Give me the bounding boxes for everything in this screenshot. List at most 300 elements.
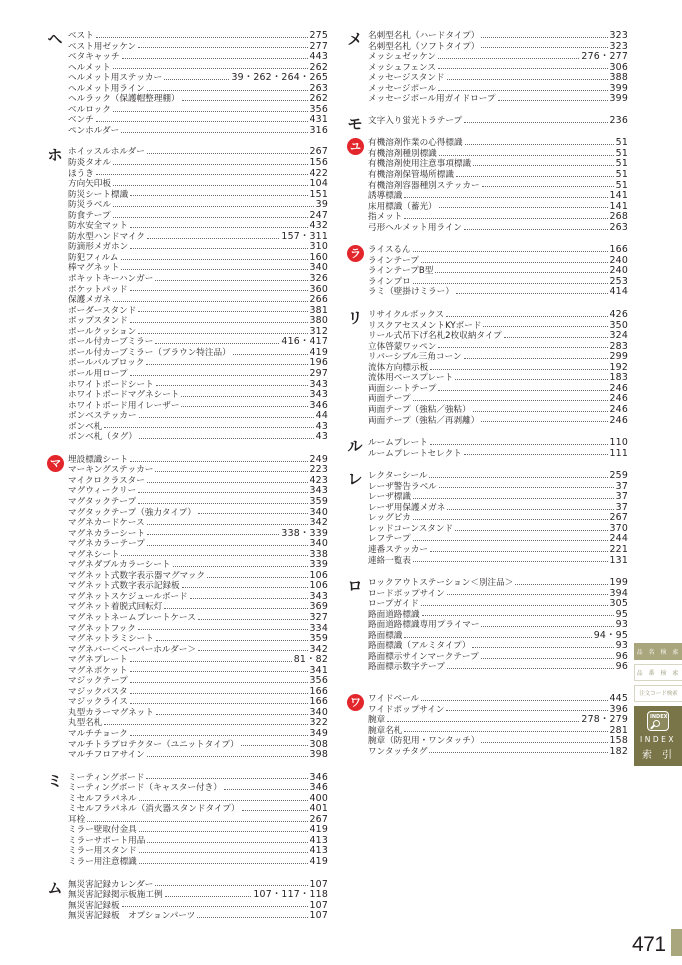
index-entry[interactable] [68, 687, 328, 698]
entry-page-ref[interactable]: 356 [309, 103, 328, 115]
index-entry[interactable] [68, 73, 328, 84]
index-entry[interactable] [68, 190, 328, 201]
index-entry[interactable] [68, 550, 328, 561]
tab-product-name-search[interactable]: 品 名 検 索 [634, 643, 682, 660]
index-entry[interactable] [368, 599, 628, 610]
entry-page-ref[interactable]: 399 [609, 93, 628, 105]
entry-page-ref[interactable]: 342 [309, 643, 328, 655]
entry-page-ref[interactable]: 263 [309, 82, 328, 94]
index-entry[interactable] [368, 438, 628, 449]
entry-page-ref[interactable]: 266 [309, 294, 328, 306]
dot-leader [435, 272, 607, 273]
entry-page-ref[interactable]: 277 [309, 40, 328, 52]
index-entry[interactable] [68, 571, 328, 582]
index-entry[interactable] [68, 232, 328, 243]
entry-page-ref[interactable]: 141 [609, 200, 628, 212]
entry-page-ref[interactable]: 339 [309, 559, 328, 571]
index-entry[interactable] [68, 676, 328, 687]
index-entry[interactable] [68, 508, 328, 519]
index-entry[interactable] [68, 295, 328, 306]
index-entry[interactable] [68, 306, 328, 317]
entry-page-ref[interactable]: 400 [309, 792, 328, 804]
entry-page-ref[interactable]: 51 [615, 137, 628, 149]
dot-leader [147, 756, 308, 757]
entry-page-ref[interactable]: 106 [309, 580, 328, 592]
entry-page-ref[interactable]: 93 [615, 619, 628, 631]
entry-page-ref[interactable]: 110 [609, 437, 628, 449]
index-entry[interactable] [68, 242, 328, 253]
entry-page-ref[interactable]: 244 [609, 533, 628, 545]
entry-page-ref[interactable]: 51 [615, 169, 628, 181]
entry-page-ref[interactable]: 95 [615, 608, 628, 620]
index-entry[interactable] [368, 138, 628, 149]
index-entry[interactable] [68, 455, 328, 466]
index-entry[interactable] [68, 794, 328, 805]
entry-page-ref[interactable]: 416・417 [281, 336, 328, 348]
index-entry[interactable] [368, 310, 628, 321]
index-entry[interactable] [68, 655, 328, 666]
entry-page-ref[interactable]: 401 [309, 803, 328, 815]
index-entry[interactable] [68, 316, 328, 327]
dot-leader [429, 752, 607, 753]
entry-page-ref[interactable]: 268 [609, 211, 628, 223]
index-entry[interactable] [68, 422, 328, 433]
index-entry[interactable] [68, 666, 328, 677]
index-entry[interactable] [368, 578, 628, 589]
index-entry[interactable] [68, 697, 328, 708]
index-entry[interactable] [68, 846, 328, 857]
index-entry[interactable] [68, 815, 328, 826]
index-entry[interactable] [368, 373, 628, 384]
index-entry[interactable] [68, 581, 328, 592]
index-entry[interactable] [68, 105, 328, 116]
index-entry[interactable] [368, 116, 628, 127]
entry-page-ref[interactable]: 107 [309, 878, 328, 890]
index-entry[interactable] [68, 901, 328, 912]
index-entry[interactable] [368, 503, 628, 514]
entry-page-ref[interactable]: 43 [315, 431, 328, 443]
entry-page-ref[interactable]: 156 [309, 157, 328, 169]
entry-page-ref[interactable]: 399 [609, 82, 628, 94]
index-entry[interactable] [368, 545, 628, 556]
entry-page-ref[interactable]: 246 [609, 382, 628, 394]
index-entry[interactable] [68, 486, 328, 497]
entry-page-ref[interactable]: 316 [309, 124, 328, 136]
index-entry[interactable] [368, 256, 628, 267]
index-entry[interactable] [68, 804, 328, 815]
index-entry[interactable] [368, 492, 628, 503]
entry-page-ref[interactable]: 96 [615, 661, 628, 673]
index-entry[interactable] [68, 411, 328, 422]
entry-page-ref[interactable]: 340 [309, 706, 328, 718]
entry-page-ref[interactable]: 396 [609, 703, 628, 715]
entry-page-ref[interactable]: 322 [309, 717, 328, 729]
entry-page-ref[interactable]: 93 [615, 640, 628, 652]
index-entry[interactable] [68, 783, 328, 794]
index-entry[interactable] [368, 363, 628, 374]
index-entry[interactable] [368, 620, 628, 631]
entry-page-ref[interactable]: 240 [609, 265, 628, 277]
entry-page-ref[interactable]: 334 [309, 622, 328, 634]
entry-page-ref[interactable]: 338・339 [281, 527, 328, 539]
entry-page-ref[interactable]: 267 [609, 512, 628, 524]
index-entry[interactable] [368, 534, 628, 545]
index-entry[interactable] [368, 589, 628, 600]
entry-page-ref[interactable]: 349 [309, 728, 328, 739]
entry-page-ref[interactable]: 422 [309, 167, 328, 179]
entry-page-ref[interactable]: 340 [309, 506, 328, 518]
entry-page-ref[interactable]: 305 [609, 598, 628, 610]
index-entry[interactable] [368, 331, 628, 342]
index-entry[interactable] [368, 63, 628, 74]
entry-name: 路面標識 [368, 630, 403, 641]
index-entry[interactable] [68, 31, 328, 42]
entry-page-ref[interactable]: 413 [309, 845, 328, 857]
entry-page-ref[interactable]: 323 [609, 40, 628, 52]
section-kana-heading: モ [347, 114, 363, 133]
entry-page-ref[interactable]: 275 [309, 30, 328, 41]
index-entry[interactable] [368, 384, 628, 395]
index-entry[interactable] [68, 645, 328, 656]
index-entry[interactable] [68, 624, 328, 635]
entry-page-ref[interactable]: 341 [309, 664, 328, 676]
index-entry[interactable] [368, 694, 628, 705]
index-entry[interactable] [68, 147, 328, 158]
entry-page-ref[interactable]: 158 [609, 735, 628, 747]
index-entry[interactable] [68, 348, 328, 359]
index-entry[interactable] [68, 52, 328, 63]
index-entry[interactable] [368, 191, 628, 202]
entry-page-ref[interactable]: 196 [309, 357, 328, 369]
entry-page-ref[interactable]: 359 [309, 495, 328, 507]
entry-page-ref[interactable]: 394 [609, 587, 628, 599]
entry-page-ref[interactable]: 104 [309, 178, 328, 190]
index-entry[interactable] [68, 94, 328, 105]
index-entry[interactable] [368, 212, 628, 223]
entry-name: 保護メガネ [68, 295, 111, 306]
entry-page-ref[interactable]: 310 [309, 241, 328, 253]
index-entry[interactable] [68, 200, 328, 211]
index-entry[interactable] [68, 253, 328, 264]
entry-page-ref[interactable]: 419 [309, 346, 328, 358]
index-entry[interactable] [68, 263, 328, 274]
entry-page-ref[interactable]: 96 [615, 650, 628, 662]
index-entry[interactable] [68, 42, 328, 53]
index-entry[interactable] [368, 416, 628, 427]
index-entry[interactable] [68, 634, 328, 645]
entry-page-ref[interactable]: 343 [309, 590, 328, 602]
index-entry[interactable] [368, 405, 628, 416]
index-entry[interactable] [68, 179, 328, 190]
index-entry[interactable] [68, 836, 328, 847]
entry-page-ref[interactable]: 398 [309, 749, 328, 761]
index-entry[interactable] [68, 211, 328, 222]
index-entry[interactable] [368, 266, 628, 277]
entry-page-ref[interactable]: 44 [315, 410, 328, 422]
entry-page-ref[interactable]: 346 [309, 771, 328, 783]
entry-page-ref[interactable]: 94・95 [593, 629, 628, 641]
dot-leader [207, 577, 307, 578]
tab-index[interactable] [634, 706, 682, 766]
entry-page-ref[interactable]: 166 [309, 696, 328, 708]
index-entry[interactable] [68, 718, 328, 729]
index-entry[interactable] [68, 380, 328, 391]
entry-page-ref[interactable]: 253 [609, 275, 628, 287]
entry-page-ref[interactable]: 308 [309, 738, 328, 750]
entry-page-ref[interactable]: 380 [309, 315, 328, 327]
entry-page-ref[interactable]: 413 [309, 834, 328, 846]
index-entry[interactable] [68, 358, 328, 369]
index-entry[interactable] [368, 84, 628, 95]
index-entry[interactable] [368, 277, 628, 288]
entry-page-ref[interactable]: 338 [309, 548, 328, 560]
entry-page-ref[interactable]: 192 [609, 361, 628, 373]
entry-page-ref[interactable]: 249 [309, 453, 328, 465]
entry-page-ref[interactable]: 160 [309, 251, 328, 263]
index-entry[interactable] [68, 825, 328, 836]
entry-page-ref[interactable]: 81・82 [293, 654, 328, 666]
index-entry[interactable] [368, 245, 628, 256]
index-entry[interactable] [68, 115, 328, 126]
entry-page-ref[interactable]: 247 [309, 209, 328, 221]
index-entry[interactable] [368, 73, 628, 84]
entry-page-ref[interactable]: 51 [615, 179, 628, 191]
entry-page-ref[interactable]: 267 [309, 813, 328, 825]
entry-page-ref[interactable]: 278・279 [581, 714, 628, 726]
entry-page-ref[interactable]: 359 [309, 633, 328, 645]
dot-leader [387, 721, 579, 722]
index-entry[interactable] [368, 726, 628, 737]
index-entry[interactable] [68, 911, 328, 922]
entry-page-ref[interactable]: 111 [609, 447, 628, 459]
index-entry[interactable] [68, 729, 328, 740]
index-section [46, 880, 328, 922]
index-entry[interactable] [368, 31, 628, 42]
entry-page-ref[interactable]: 306 [609, 61, 628, 73]
entry-name: マイクロクラスター [68, 475, 145, 486]
entry-page-ref[interactable]: 37 [615, 480, 628, 492]
entry-name: リバーシブル三角コーン [368, 352, 462, 363]
entry-page-ref[interactable]: 223 [309, 464, 328, 476]
entry-page-ref[interactable]: 51 [615, 147, 628, 159]
entry-page-ref[interactable]: 39・262・264・265 [231, 72, 328, 84]
index-entry[interactable] [368, 513, 628, 524]
index-entry[interactable] [368, 52, 628, 63]
entry-page-ref[interactable]: 343 [309, 485, 328, 497]
entry-name: 防水安全マット [68, 221, 128, 232]
entry-page-ref[interactable]: 343 [309, 389, 328, 401]
index-entry[interactable] [368, 321, 628, 332]
entry-page-ref[interactable]: 141 [609, 190, 628, 202]
entry-name: メッセージポール [368, 83, 437, 94]
entry-page-ref[interactable]: 419 [309, 856, 328, 868]
entry-page-ref[interactable]: 107 [309, 899, 328, 911]
entry-page-ref[interactable]: 263 [609, 221, 628, 233]
index-entry[interactable] [368, 471, 628, 482]
index-entry[interactable] [68, 390, 328, 401]
index-entry[interactable] [368, 747, 628, 758]
entry-page-ref[interactable]: 157・311 [281, 230, 328, 242]
index-entry[interactable] [68, 369, 328, 380]
index-section [346, 438, 628, 459]
index-entry[interactable] [368, 394, 628, 405]
index-entry[interactable] [68, 560, 328, 571]
index-entry[interactable] [68, 337, 328, 348]
entry-page-ref[interactable]: 326 [309, 273, 328, 285]
entry-page-ref[interactable]: 183 [609, 372, 628, 384]
entry-page-ref[interactable]: 246 [609, 403, 628, 415]
entry-page-ref[interactable]: 246 [609, 393, 628, 405]
entry-page-ref[interactable]: 299 [609, 351, 628, 363]
entry-page-ref[interactable]: 106 [309, 569, 328, 581]
index-entry[interactable] [368, 159, 628, 170]
entry-page-ref[interactable]: 369 [309, 601, 328, 613]
entry-page-ref[interactable]: 39 [315, 199, 328, 211]
entry-page-ref[interactable]: 360 [309, 283, 328, 295]
index-entry[interactable] [68, 539, 328, 550]
entry-name: マーキングステッカー [68, 465, 154, 476]
entry-page-ref[interactable]: 426 [609, 309, 628, 321]
index-entry[interactable] [68, 740, 328, 751]
entry-page-ref[interactable]: 107・117・118 [253, 889, 328, 901]
entry-name: 腕章名札 [368, 725, 403, 736]
entry-page-ref[interactable]: 267 [309, 146, 328, 158]
index-entry[interactable] [368, 223, 628, 234]
index-entry[interactable] [68, 432, 328, 443]
index-entry[interactable] [368, 736, 628, 747]
index-entry[interactable] [68, 169, 328, 180]
entry-page-ref[interactable]: 259 [609, 470, 628, 482]
index-entry[interactable] [68, 285, 328, 296]
index-entry[interactable] [368, 662, 628, 673]
entry-page-ref[interactable]: 37 [615, 491, 628, 503]
entry-page-ref[interactable]: 107 [309, 910, 328, 922]
entry-page-ref[interactable]: 151 [309, 188, 328, 200]
index-entry[interactable] [368, 449, 628, 460]
index-entry[interactable] [368, 149, 628, 160]
index-entry[interactable] [68, 890, 328, 901]
entry-page-ref[interactable]: 240 [609, 254, 628, 266]
index-entry[interactable] [368, 202, 628, 213]
index-entry[interactable] [368, 287, 628, 298]
index-entry[interactable] [68, 602, 328, 613]
entry-name: 両面シートテープ [368, 383, 437, 394]
index-entry[interactable] [368, 556, 628, 567]
entry-page-ref[interactable]: 246 [609, 414, 628, 426]
entry-page-ref[interactable]: 342 [309, 517, 328, 529]
entry-page-ref[interactable]: 297 [309, 367, 328, 379]
entry-name: マグタックテープ [68, 496, 137, 507]
entry-page-ref[interactable]: 414 [609, 286, 628, 298]
page-number: 471 [632, 933, 666, 956]
entry-page-ref[interactable]: 381 [309, 304, 328, 316]
index-entry[interactable] [68, 84, 328, 95]
index-entry[interactable] [368, 342, 628, 353]
dot-leader [438, 390, 607, 391]
entry-page-ref[interactable]: 327 [309, 611, 328, 623]
entry-page-ref[interactable]: 340 [309, 538, 328, 550]
entry-page-ref[interactable]: 324 [609, 330, 628, 342]
entry-page-ref[interactable]: 443 [309, 51, 328, 63]
index-entry[interactable] [68, 773, 328, 784]
index-entry[interactable] [68, 126, 328, 137]
index-entry[interactable] [68, 592, 328, 603]
index-entry[interactable] [68, 857, 328, 868]
index-entry[interactable] [368, 610, 628, 621]
tab-order-code-search[interactable]: 注文コード検索 [634, 685, 682, 702]
index-entry[interactable] [68, 274, 328, 285]
entry-page-ref[interactable]: 43 [315, 420, 328, 432]
entry-page-ref[interactable]: 221 [609, 543, 628, 555]
entry-page-ref[interactable]: 182 [609, 745, 628, 757]
dot-leader [165, 896, 252, 897]
entry-page-ref[interactable]: 323 [609, 30, 628, 41]
index-section [346, 471, 628, 566]
index-entry[interactable] [68, 401, 328, 412]
entry-page-ref[interactable]: 37 [615, 501, 628, 513]
entry-page-ref[interactable]: 281 [609, 724, 628, 736]
index-entry[interactable] [68, 497, 328, 508]
entry-page-ref[interactable]: 283 [609, 340, 628, 352]
index-icon-label: INDEX [650, 714, 668, 720]
entry-page-ref[interactable]: 431 [309, 114, 328, 126]
index-entry[interactable] [68, 750, 328, 761]
entry-page-ref[interactable]: 419 [309, 824, 328, 836]
entry-page-ref[interactable]: 388 [609, 72, 628, 84]
index-entry[interactable] [368, 652, 628, 663]
entry-page-ref[interactable]: 236 [609, 114, 628, 126]
index-entry[interactable] [368, 631, 628, 642]
index-entry[interactable] [368, 181, 628, 192]
entry-page-ref[interactable]: 350 [609, 319, 628, 331]
index-entry[interactable] [68, 465, 328, 476]
entry-page-ref[interactable]: 346 [309, 782, 328, 794]
index-entry[interactable] [368, 94, 628, 105]
entry-page-ref[interactable]: 166 [609, 244, 628, 256]
entry-page-ref[interactable]: 346 [309, 399, 328, 411]
entry-page-ref[interactable]: 262 [309, 61, 328, 73]
entry-page-ref[interactable]: 445 [609, 692, 628, 704]
entry-page-ref[interactable]: 356 [309, 675, 328, 687]
index-entry[interactable] [68, 708, 328, 719]
entry-page-ref[interactable]: 131 [609, 554, 628, 566]
entry-page-ref[interactable]: 276・277 [581, 51, 628, 63]
dot-leader [233, 354, 308, 355]
entry-page-ref[interactable]: 199 [609, 577, 628, 589]
entry-page-ref[interactable]: 343 [309, 378, 328, 390]
index-entry[interactable] [68, 158, 328, 169]
entry-page-ref[interactable]: 51 [615, 158, 628, 170]
index-entry[interactable] [68, 529, 328, 540]
index-entry[interactable] [368, 482, 628, 493]
index-entry[interactable] [368, 715, 628, 726]
index-entry[interactable] [68, 613, 328, 624]
entry-page-ref[interactable]: 423 [309, 474, 328, 486]
index-entry[interactable] [68, 476, 328, 487]
entry-page-ref[interactable]: 432 [309, 220, 328, 232]
index-entry[interactable] [368, 524, 628, 535]
entry-page-ref[interactable]: 370 [609, 522, 628, 534]
dot-leader [197, 917, 307, 918]
entry-page-ref[interactable]: 340 [309, 262, 328, 274]
tab-product-number-search[interactable]: 品 番 検 索 [634, 664, 682, 681]
entry-page-ref[interactable]: 312 [309, 325, 328, 337]
index-entry[interactable] [368, 170, 628, 181]
index-entry[interactable] [368, 352, 628, 363]
index-entry[interactable] [368, 641, 628, 652]
entry-page-ref[interactable]: 166 [309, 685, 328, 697]
entry-page-ref[interactable]: 262 [309, 93, 328, 105]
